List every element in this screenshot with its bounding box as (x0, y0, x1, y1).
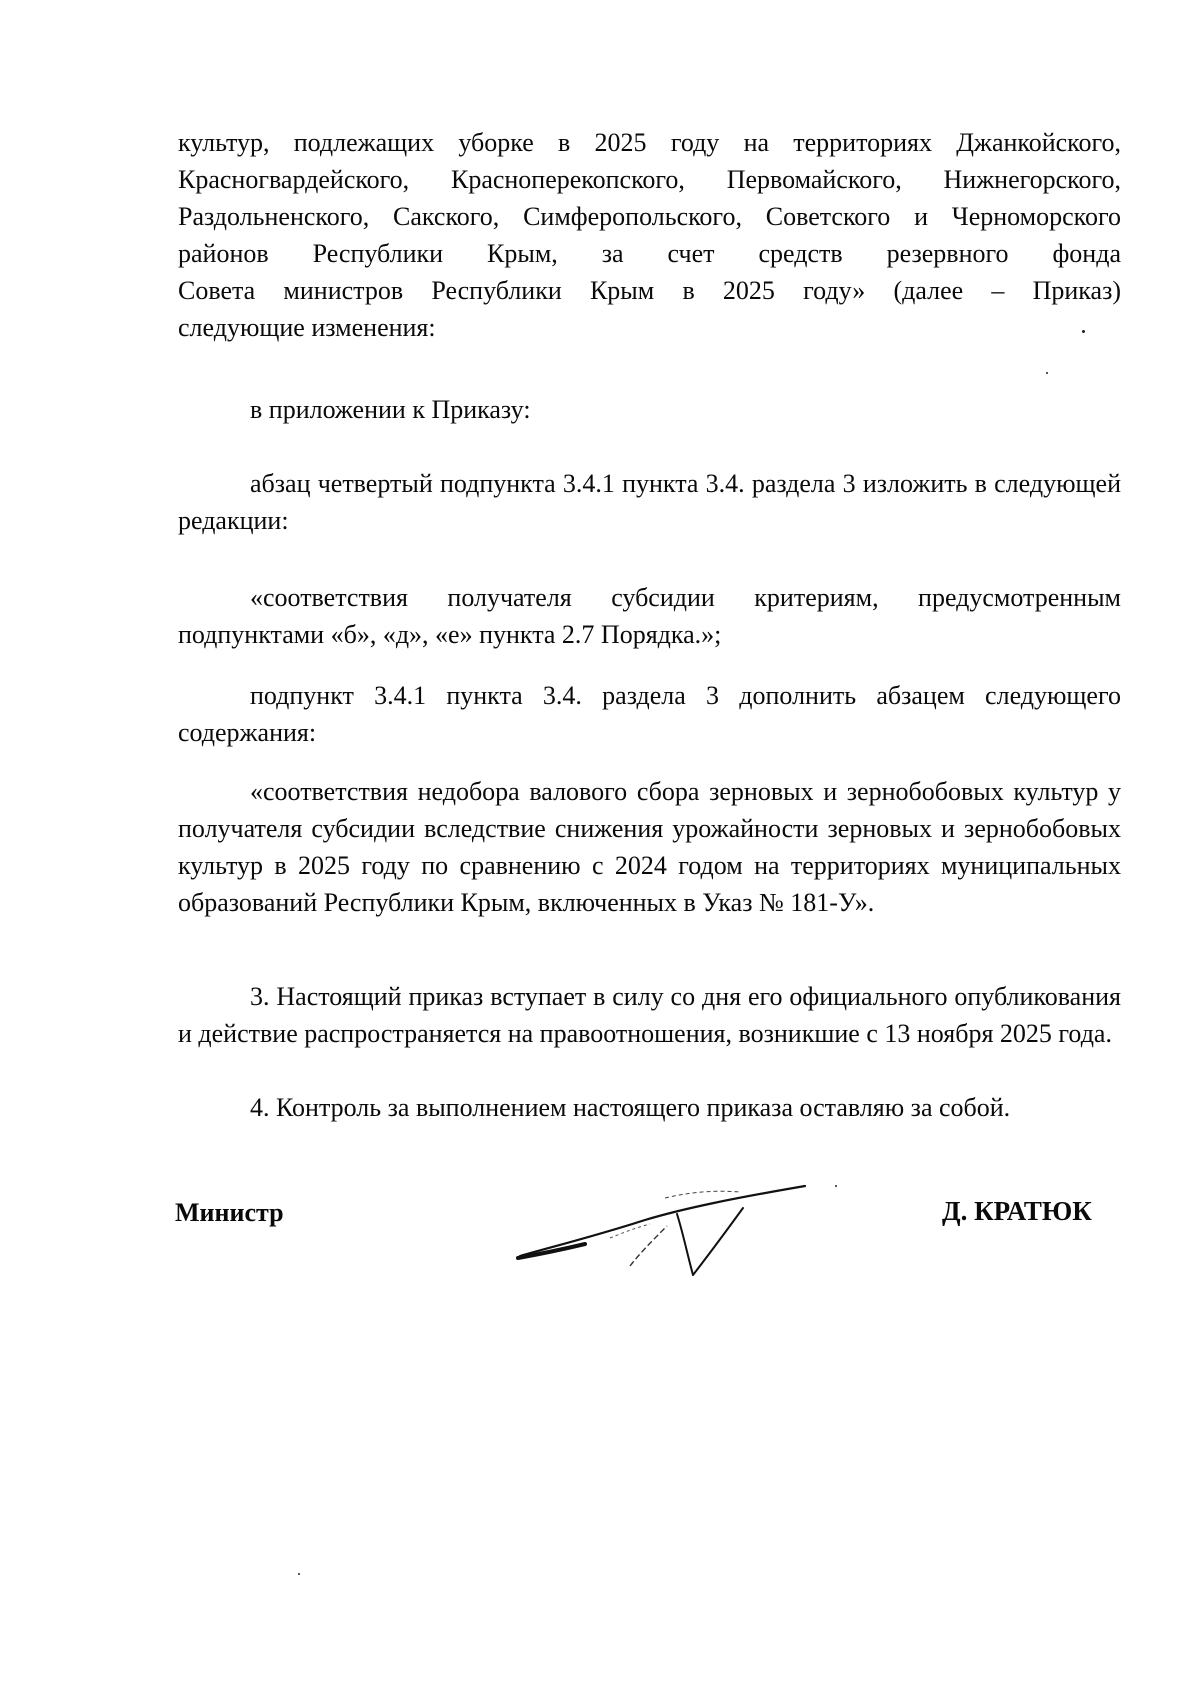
scan-speck (298, 1573, 300, 1575)
quoted-addition-text: «соответствия недобора валового сбора зерновых и зернобобовых культур у получателя субсидии вследствие снижения урожайности зерновых и зернобобовых культур в 2025 году по сравнению с 2024 годом на территориях муниципальных образований Республики Крым, включенных в Указ № 181-У». (178, 777, 1121, 917)
scan-speck (835, 1185, 837, 1187)
handwritten-signature (515, 1178, 815, 1293)
appendix-paragraph (178, 391, 1121, 428)
scan-speck (1046, 372, 1048, 374)
paragraph-four-amendment (178, 465, 1121, 539)
scan-speck (1082, 330, 1085, 333)
item-three-text: 3. Настоящий приказ вступает в силу со дня его официального опубликования и действие распространяется на правоотношения, возникшие с 13 ноября 2025 года. (178, 982, 1121, 1048)
quoted-criteria (178, 579, 1121, 653)
subparagraph-amendment (178, 677, 1121, 751)
intro-line: Красногвардейского, Красноперекопского, Первомайского, Нижнегорского, (178, 165, 1121, 194)
signatory-title: Министр (175, 1198, 284, 1227)
item-four (178, 1089, 1121, 1126)
item-three (178, 978, 1121, 1052)
intro-line: Раздольненского, Сакского, Симферопольского, Советского и Черноморского (178, 202, 1121, 231)
intro-paragraph (178, 124, 1121, 346)
intro-line: следующие изменения: (178, 313, 436, 342)
intro-line: культур, подлежащих уборке в 2025 году на территориях Джанкойского, (178, 128, 1121, 157)
item-four-text: 4. Контроль за выполнением настоящего приказа оставляю за собой. (250, 1093, 1011, 1122)
appendix-text: в приложении к Приказу: (250, 395, 531, 424)
intro-line: Совета министров Республики Крым в 2025 году» (далее – Приказ) (178, 276, 1121, 305)
signatory-name: Д. КРАТЮК (942, 1196, 1092, 1226)
paragraph-four-text: абзац четвертый подпункта 3.4.1 пункта 3.4. раздела 3 изложить в следующей редакции: (178, 469, 1121, 535)
subparagraph-amendment-text: подпункт 3.4.1 пункта 3.4. раздела 3 дополнить абзацем следующего содержания: (178, 681, 1121, 747)
quoted-criteria-text: «соответствия получателя субсидии критериям, предусмотренным подпунктами «б», «д», «е» пункта 2.7 Порядка.»; (178, 583, 1121, 649)
intro-line: районов Республики Крым, за счет средств резервного фонда (178, 239, 1121, 268)
quoted-addition (178, 773, 1121, 921)
